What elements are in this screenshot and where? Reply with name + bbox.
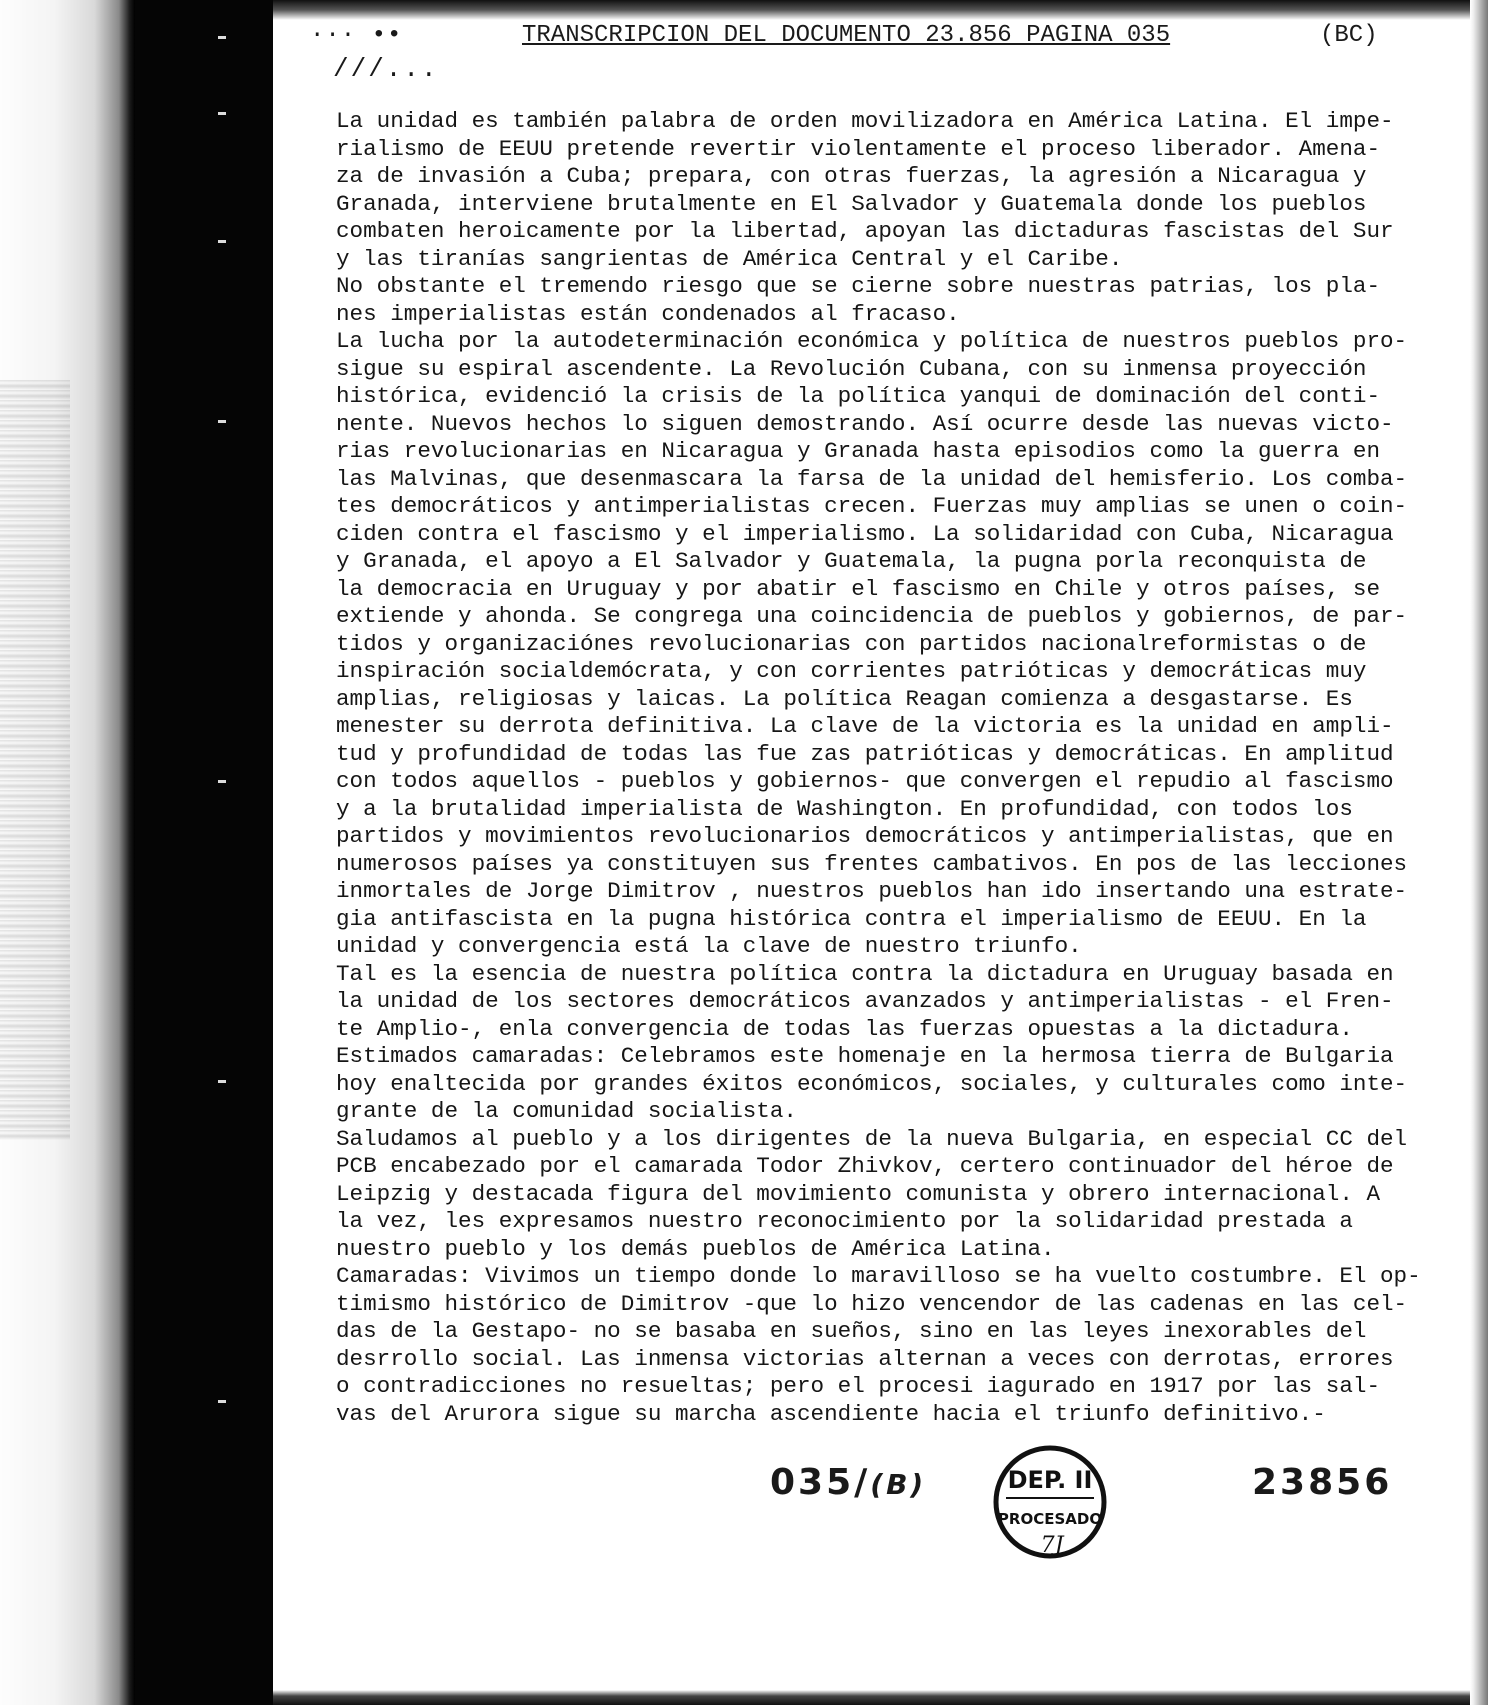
body-line: menester su derrota definitiva. La clave de la victoria es la unidad en ampli- (336, 713, 1394, 739)
body-line: tes democráticos y antimperialistas crecen. Fuerzas muy amplias se unen o coin- (336, 493, 1408, 519)
body-line: inspiración socialdemócrata, y con corrientes patrióticas y democráticas muy (336, 658, 1367, 684)
document-header (310, 22, 1460, 52)
body-line: timismo histórico de Dimitrov -que lo hizo vencendor de las cadenas en las cel- (336, 1290, 1408, 1317)
stamp-initials: 7J (1040, 1533, 1064, 1558)
body-line: Saludamos al pueblo y a los dirigentes de la nueva Bulgaria, en especial CC del (336, 1125, 1408, 1152)
body-line: La unidad es también palabra de orden movilizadora en América Latina. El impe- (336, 108, 1394, 134)
body-line: y a la brutalidad imperialista de Washington. En profundidad, con todos los (336, 795, 1353, 822)
body-line: con todos aquellos - pueblos y gobiernos- que convergen el repudio al fascismo (336, 768, 1394, 794)
stamp-dept-label: DEP. II (1007, 1466, 1093, 1494)
continuation-mark: ///... (333, 54, 439, 84)
document-title: TRANSCRIPCION DEL DOCUMENTO 23.856 PAGINA 035 (522, 22, 1171, 49)
body-line: Leipzig y destacada figura del movimiento comunista y obrero internacional. A (336, 1180, 1381, 1207)
body-line: o contradicciones no resueltas; pero el procesi iagurado en 1917 por las sal- (336, 1373, 1381, 1399)
body-line: za de invasión a Cuba; prepara, con otras fuerzas, la agresión a Nicaragua y (336, 163, 1367, 189)
body-line: rialismo de EEUU pretende revertir violentamente el proceso liberador. Amena- (336, 135, 1381, 162)
body-line: partidos y movimientos revolucionarios democráticos y antimperialistas, que en (336, 823, 1394, 849)
body-line: Camaradas: Vivimos un tiempo donde lo maravilloso se ha vuelto costumbre. El op- (336, 1263, 1421, 1289)
body-line: extiende y ahonda. Se congrega una coincidencia de pueblos y gobiernos, de par- (336, 603, 1408, 629)
footer-stamps (0, 1440, 1488, 1560)
body-line: ciden contra el fascismo y el imperialismo. La solidaridad con Cuba, Nicaragua (336, 520, 1394, 547)
body-line: unidad y convergencia está la clave de nuestro triunfo. (336, 933, 1082, 959)
document-code: (BC) (1320, 22, 1378, 49)
body-line: la vez, les expresamos nuestro reconocimiento por la solidaridad prestada a (336, 1208, 1353, 1234)
body-line: tidos y organizaciónes revolucionarias con partidos nacionalreformistas o de (336, 630, 1367, 657)
body-line: hoy enaltecida por grandes éxitos económicos, sociales, y culturales como inte- (336, 1070, 1408, 1097)
body-line: y las tiranías sangrientas de América Central y el Caribe. (336, 245, 1123, 272)
header-marks: ··· •• (310, 22, 403, 49)
stamp-processed-label: PROCESADO (997, 1510, 1103, 1528)
body-line: y Granada, el apoyo a El Salvador y Guatemala, la pugna porla reconquista de (336, 548, 1367, 574)
body-line: PCB encabezado por el camarada Todor Zhivkov, certero continuador del héroe de (336, 1153, 1394, 1179)
body-line: la unidad de los sectores democráticos avanzados y antimperialistas - el Fren- (336, 988, 1394, 1014)
body-line: nes imperialistas están condenados al fracaso. (336, 300, 960, 327)
document-number: 23856 (1252, 1462, 1393, 1503)
body-line: las Malvinas, que desenmascara la farsa de la unidad del hemisferio. Los comba- (336, 465, 1408, 492)
body-line: nente. Nuevos hechos lo siguen demostrando. Así ocurre desde las nuevas victo- (336, 410, 1394, 437)
body-line: La lucha por la autodeterminación económica y política de nuestros pueblos pro- (336, 328, 1408, 354)
body-line: sigue su espiral ascendente. La Revolución Cubana, con su inmensa proyección (336, 355, 1367, 382)
body-line: gia antifascista en la pugna histórica contra el imperialismo de EEUU. En la (336, 905, 1367, 932)
processed-stamp-icon (980, 1440, 1120, 1570)
body-line: das de la Gestapo- no se basaba en sueños, sino en las leyes inexorables del (336, 1318, 1367, 1344)
scan-noise (0, 380, 70, 1140)
body-line: combaten heroicamente por la libertad, apoyan las dictaduras fascistas del Sur (336, 218, 1394, 244)
folio-number-main: 035/ (770, 1462, 871, 1503)
body-line: la democracia en Uruguay y por abatir el fascismo en Chile y otros países, se (336, 575, 1381, 602)
body-line: inmortales de Jorge Dimitrov , nuestros pueblos han ido insertando una estrate- (336, 878, 1408, 904)
body-line: Granada, interviene brutalmente en El Salvador y Guatemala donde los pueblos (336, 190, 1367, 217)
body-line: Tal es la esencia de nuestra política contra la dictadura en Uruguay basada en (336, 960, 1394, 987)
body-line: desrrollo social. Las inmensa victorias alternan a veces con derrotas, errores (336, 1345, 1394, 1372)
body-line: tud y profundidad de todas las fue zas patrióticas y democráticas. En amplitud (336, 740, 1394, 767)
body-text (336, 108, 1474, 1428)
folio-suffix: (B) (870, 1468, 927, 1501)
body-line: histórica, evidenció la crisis de la política yanqui de dominación del conti- (336, 383, 1381, 409)
scan-top-edge (273, 0, 1488, 20)
body-line: nuestro pueblo y los demás pueblos de América Latina. (336, 1235, 1055, 1262)
body-line: rias revolucionarias en Nicaragua y Granada hasta episodios como la guerra en (336, 438, 1381, 464)
body-line: grante de la comunidad socialista. (336, 1098, 797, 1124)
body-line: vas del Arurora sigue su marcha ascendiente hacia el triunfo definitivo.- (336, 1400, 1326, 1427)
folio-number (770, 1462, 926, 1503)
body-line: Estimados camaradas: Celebramos este homenaje en la hermosa tierra de Bulgaria (336, 1043, 1394, 1069)
scan-bottom-edge (273, 1690, 1488, 1705)
body-line: amplias, religiosas y laicas. La política Reagan comienza a desgastarse. Es (336, 685, 1353, 712)
body-line: No obstante el tremendo riesgo que se cierne sobre nuestras patrias, los pla- (336, 273, 1381, 299)
body-line: te Amplio-, enla convergencia de todas las fuerzas opuestas a la dictadura. (336, 1015, 1353, 1042)
body-line: numerosos países ya constituyen sus frentes cambativos. En pos de las lecciones (336, 850, 1408, 877)
